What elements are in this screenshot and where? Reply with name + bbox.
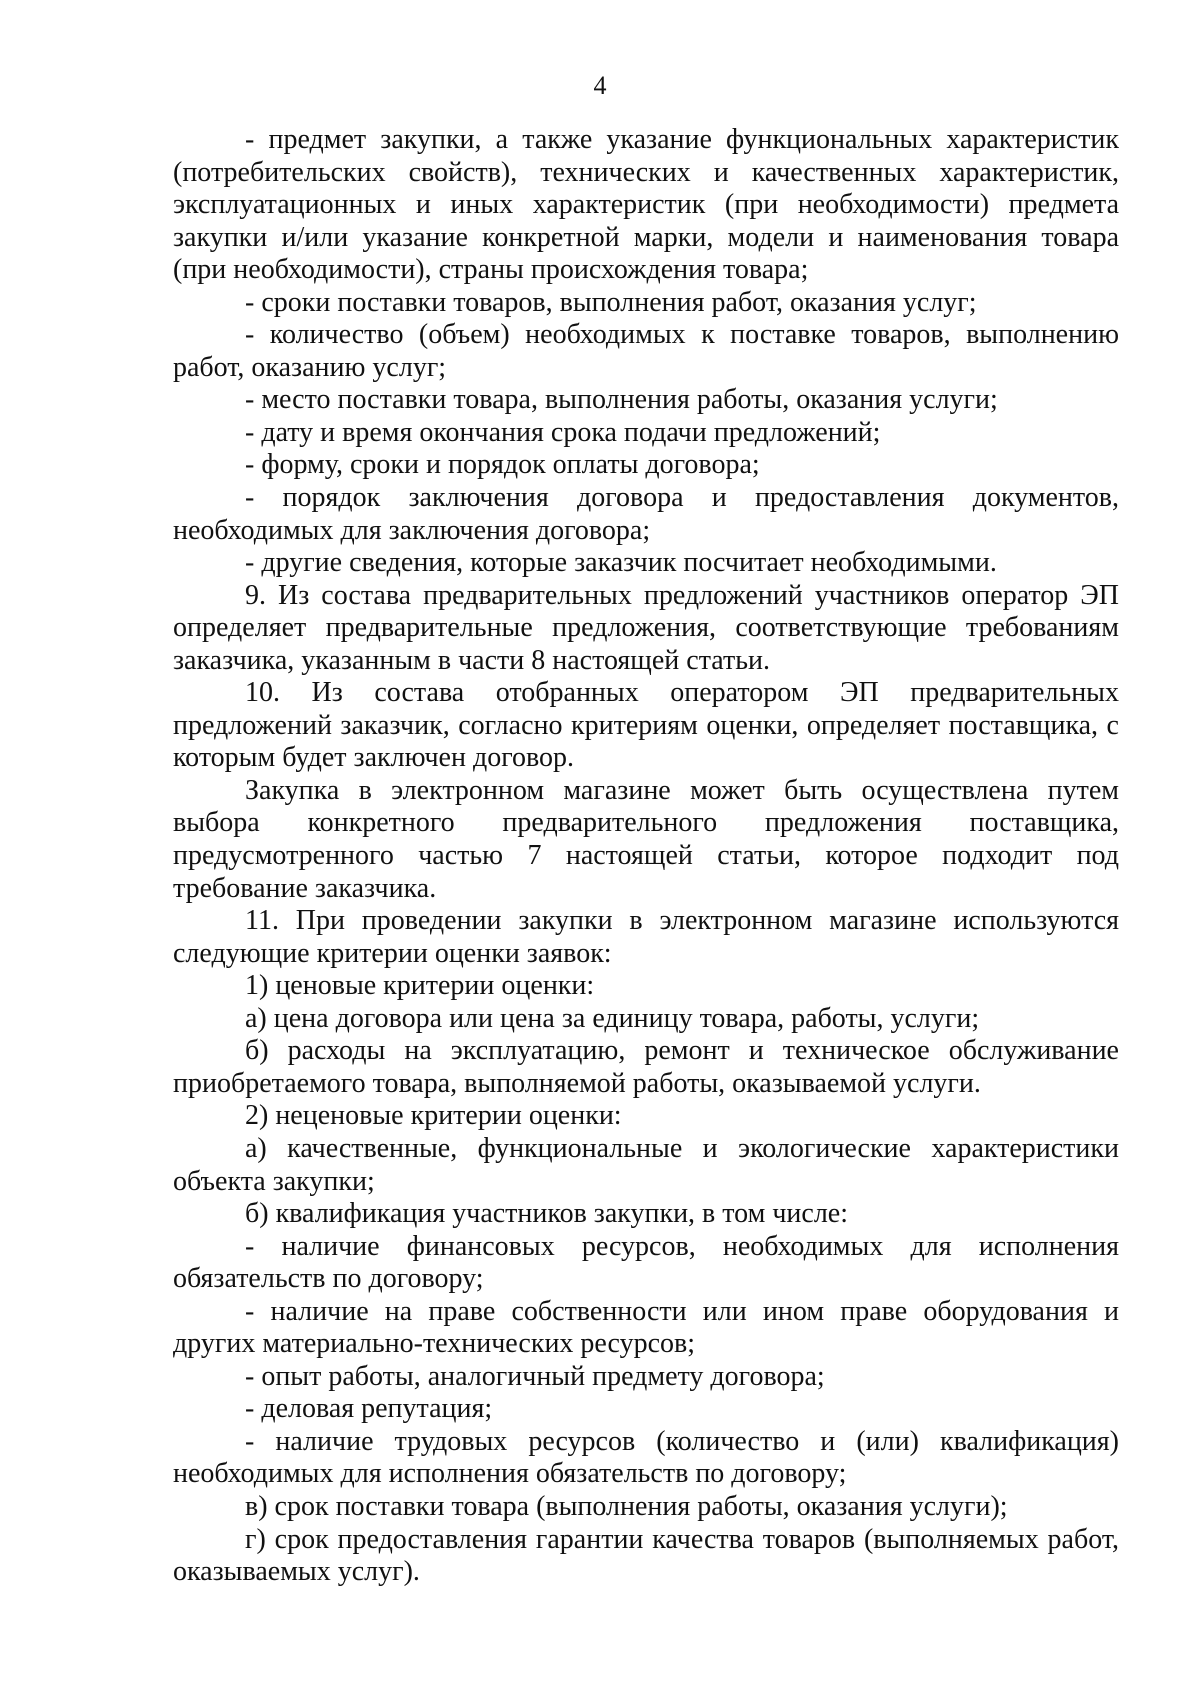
paragraph-reputation: - деловая репутация; (245, 1393, 493, 1425)
paragraph-subject-of-purchase: - предмет закупки, а также указание функциональных характеристик (потребительских свойств), технических и качественных характеристик, эксплуатационных и иных характеристик (при необходимости) предмета закупки и/или указание конкретной марки, модели и наименования товара (при необходимости), страны происхождения товара; (173, 124, 1119, 286)
paragraph-delivery-terms: - сроки поставки товаров, выполнения работ, оказания услуг; (245, 286, 977, 318)
paragraph-nonprice-criteria-b: б) квалификация участников закупки, в том числе: (245, 1198, 848, 1230)
page-number: 4 (593, 71, 607, 100)
paragraph-nonprice-criteria-v: в) срок поставки товара (выполнения работы, оказания услуги); (245, 1490, 1008, 1522)
paragraph-electronic-store: Закупка в электронном магазине может быть осуществлена путем выбора конкретного предварительного предложения поставщика, предусмотренного частью 7 настоящей статьи, которое подходит под требование заказчика. (173, 774, 1119, 904)
paragraph-quantity: - количество (объем) необходимых к поставке товаров, выполнению работ, оказанию услуг; (173, 319, 1119, 383)
paragraph-equipment: - наличие на праве собственности или ином праве оборудования и других материально-технических ресурсов; (173, 1295, 1119, 1360)
paragraph-deadline: - дату и время окончания срока подачи предложений; (245, 416, 881, 448)
paragraph-nonprice-criteria-g: г) срок предоставления гарантии качества товаров (выполняемых работ, оказываемых услуг). (173, 1523, 1119, 1588)
document-body (173, 124, 1119, 1589)
paragraph-nonprice-criteria: 2) неценовые критерии оценки: (245, 1100, 622, 1132)
paragraph-other-info: - другие сведения, которые заказчик посчитает необходимыми. (245, 547, 997, 579)
paragraph-nonprice-criteria-a: а) качественные, функциональные и экологические характеристики объекта закупки; (173, 1132, 1119, 1197)
paragraph-contract-procedure: - порядок заключения договора и предоставления документов, необходимых для заключения договора; (173, 482, 1119, 546)
paragraph-labor-resources: - наличие трудовых ресурсов (количество и (или) квалификация) необходимых для исполнения обязательств по договору; (173, 1425, 1119, 1490)
paragraph-price-criteria-a: а) цена договора или цена за единицу товара, работы, услуги; (245, 1002, 980, 1034)
paragraph-experience: - опыт работы, аналогичный предмету договора; (245, 1360, 825, 1392)
paragraph-item-10: 10. Из состава отобранных оператором ЭП предварительных предложений заказчик, согласно критериям оценки, определяет поставщика, с которым будет заключен договор. (173, 677, 1119, 774)
paragraph-payment: - форму, сроки и порядок оплаты договора; (245, 449, 760, 481)
paragraph-price-criteria: 1) ценовые критерии оценки: (245, 970, 595, 1002)
paragraph-price-criteria-b: б) расходы на эксплуатацию, ремонт и техническое обслуживание приобретаемого товара, выполняемой работы, оказываемой услуги. (173, 1035, 1119, 1099)
paragraph-financial-resources: - наличие финансовых ресурсов, необходимых для исполнения обязательств по договору; (173, 1230, 1119, 1295)
paragraph-delivery-place: - место поставки товара, выполнения работы, оказания услуги; (245, 384, 998, 416)
paragraph-item-11: 11. При проведении закупки в электронном магазине используются следующие критерии оценки заявок: (173, 905, 1119, 969)
paragraph-item-9: 9. Из состава предварительных предложений участников оператор ЭП определяет предварительные предложения, соответствующие требованиям заказчика, указанным в части 8 настоящей статьи. (173, 579, 1119, 676)
